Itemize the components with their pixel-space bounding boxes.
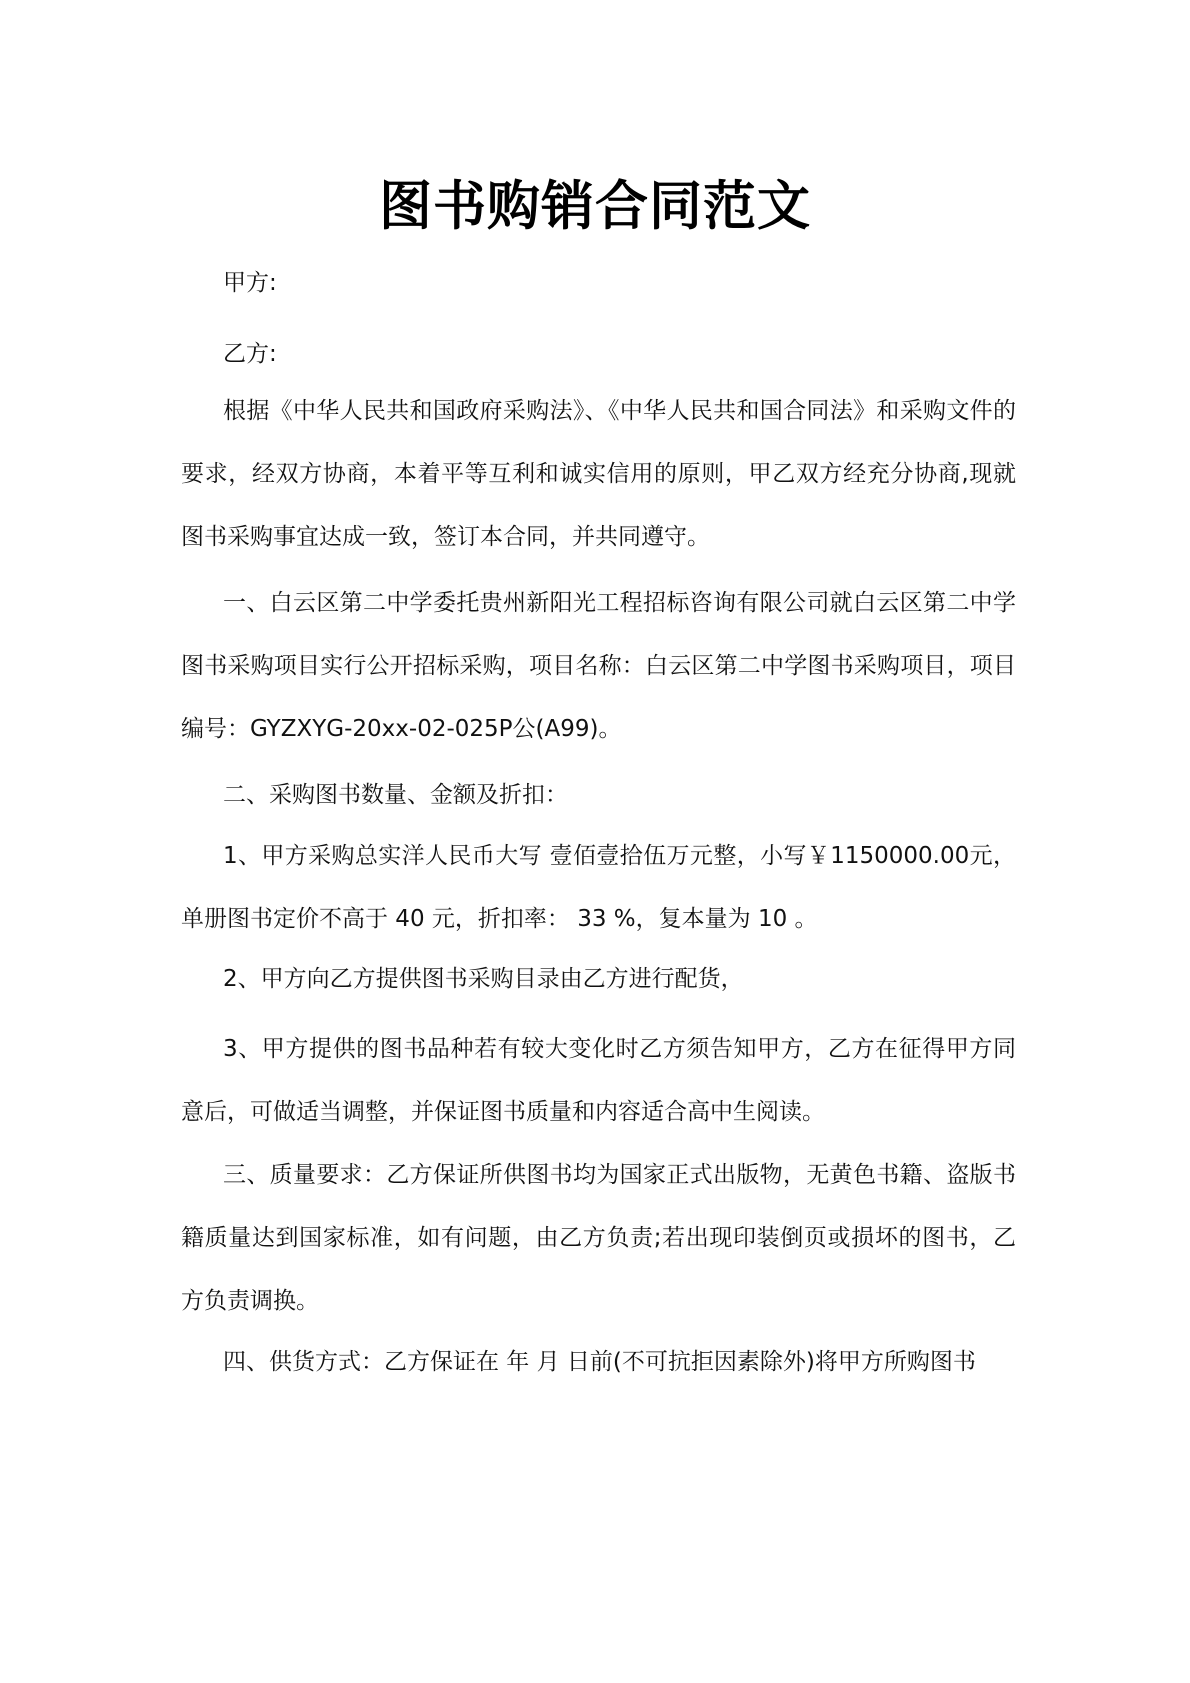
clause-2-item-3: 3、甲方提供的图书品种若有较大变化时乙方须告知甲方，乙方在征得甲方同意后，可做适当调整，并保证图书质量和内容适合高中生阅读。 — [181, 1036, 1016, 1125]
party-b-label: 乙方: — [223, 341, 277, 367]
intro-paragraph: 根据《中华人民共和国政府采购法》、《中华人民共和国合同法》和采购文件的要求，经双方协商，本着平等互利和诚实信用的原则，甲乙双方经充分协商,现就图书采购事宜达成一致，签订本合同，并共同遵守。 — [181, 398, 1016, 550]
clause-4-paragraph: 四、供货方式：乙方保证在 年 月 日前(不可抗拒因素除外)将甲方所购图书 — [223, 1349, 976, 1375]
clause-2-heading: 二、采购图书数量、金额及折扣： — [223, 782, 568, 808]
document-title: 图书购销合同范文 — [379, 176, 811, 237]
clause-1-paragraph: 一、白云区第二中学委托贵州新阳光工程招标咨询有限公司就白云区第二中学图书采购项目实行公开招标采购，项目名称：白云区第二中学图书采购项目，项目编号：GYZXYG-20xx-02-025P公(A99)。 — [181, 590, 1016, 742]
clause-2-item-1: 1、甲方采购总实洋人民币大写 壹佰壹拾伍万元整，小写￥1150000.00元，单册图书定价不高于 40 元，折扣率： 33 %，复本量为 10 。 — [181, 843, 1016, 932]
clause-3-paragraph: 三、质量要求：乙方保证所供图书均为国家正式出版物，无黄色书籍、盗版书籍质量达到国家标准，如有问题，由乙方负责;若出现印装倒页或损坏的图书，乙方负责调换。 — [181, 1162, 1016, 1314]
clause-2-item-2: 2、甲方向乙方提供图书采购目录由乙方进行配货， — [223, 966, 744, 992]
party-a-label: 甲方: — [223, 270, 277, 296]
